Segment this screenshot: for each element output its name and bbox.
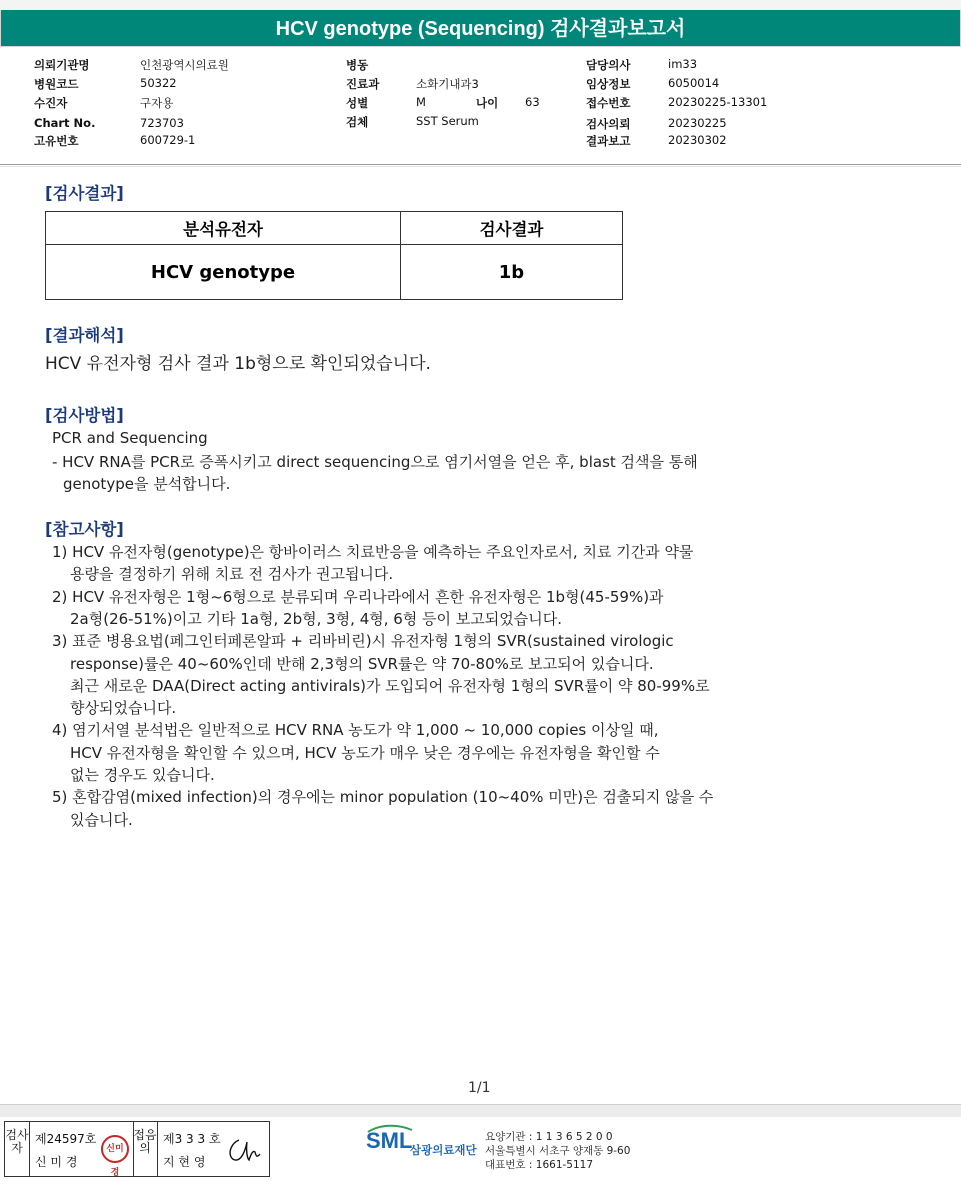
footer-divider: [0, 1104, 961, 1117]
org-phone: 대표번호 : 1661-5117: [485, 1159, 594, 1171]
approver-label: 접음의: [133, 1128, 157, 1155]
info-label-wrap: [346, 95, 368, 111]
method-heading: [검사방법]: [45, 406, 124, 425]
info-label-wrap: [586, 133, 630, 149]
info-label: 병동: [346, 58, 369, 72]
header-divider: [0, 164, 961, 165]
info-value: 구자용: [140, 96, 174, 110]
info-label: 고유번호: [34, 134, 79, 148]
info-value: M: [416, 95, 426, 109]
notes-heading: [참고사항]: [45, 520, 124, 539]
sml-logo-org: 삼광의료재단: [410, 1143, 477, 1157]
info-label: Chart No.: [34, 116, 96, 130]
result-heading: [검사결과]: [45, 184, 124, 203]
info-label: 검사의뢰: [586, 117, 631, 131]
info-label-wrap: [34, 57, 90, 73]
method-line: genotype을 분석합니다.: [63, 475, 231, 493]
info-label-wrap: [346, 57, 368, 73]
approver-cell: [157, 1122, 267, 1176]
signature-box: [4, 1121, 270, 1177]
info-label-wrap: [34, 76, 78, 92]
info-value: im33: [668, 57, 698, 71]
info-label: 결과보고: [586, 134, 631, 148]
inspector-license: 제24597호: [35, 1132, 97, 1146]
info-value: 20230225-13301: [668, 95, 768, 109]
info-value: 600729-1: [140, 133, 196, 147]
info-label: 검체: [346, 115, 369, 129]
col-header-result: 검사결과: [401, 212, 623, 245]
method-line: PCR and Sequencing: [52, 429, 208, 447]
info-label-wrap: [34, 133, 78, 149]
note-line: 없는 경우도 있습니다.: [70, 766, 215, 784]
inspector-label-cell: [5, 1122, 30, 1176]
info-label-wrap: [586, 76, 630, 92]
approver-license: 제3 3 3 호: [163, 1132, 221, 1146]
info-label: 접수번호: [586, 96, 631, 110]
seal-stamp-icon: 신미경: [101, 1135, 129, 1163]
logo-swoosh-icon: [366, 1124, 414, 1134]
note-line: 5) 혼합감염(mixed infection)의 경우에는 minor population (10~40% 미만)은 검출되지 않을 수: [52, 788, 714, 807]
info-label: 진료과: [346, 77, 380, 91]
info-label: 성별: [346, 96, 369, 110]
note-line: 3) 표준 병용요법(페그인터페론알파 + 리바비린)시 유전자형 1형의 SVR(sustained virologic: [52, 632, 674, 651]
col-header-gene: 분석유전자: [46, 212, 401, 245]
info-value: SST Serum: [416, 114, 479, 128]
info-label: 나이: [476, 96, 499, 110]
table-row: [46, 245, 623, 300]
info-value: 20230302: [668, 133, 727, 147]
signature-icon: [225, 1134, 263, 1166]
note-line: 2) HCV 유전자형은 1형~6형으로 분류되며 우리나라에서 흔한 유전자형은 1b형(45-59%)과: [52, 587, 664, 606]
org-address: 서울특별시 서초구 양재동 9-60: [485, 1145, 631, 1157]
info-label-wrap: [586, 57, 630, 73]
inspector-label: 검사자: [5, 1128, 29, 1155]
interpretation-text: HCV 유전자형 검사 결과 1b형으로 확인되었습니다.: [45, 354, 431, 374]
info-value: 인천광역시의료원: [140, 58, 229, 72]
info-label-wrap: [586, 95, 630, 111]
cell-gene: HCV genotype: [46, 245, 401, 300]
info-label-wrap: [34, 116, 95, 130]
interpretation-heading: [결과해석]: [45, 326, 124, 345]
info-value: 6050014: [668, 76, 720, 90]
header-divider-light: [0, 166, 961, 167]
info-value: 723703: [140, 116, 184, 130]
info-value: 20230225: [668, 116, 727, 130]
note-line: HCV 유전자형을 확인할 수 있으며, HCV 농도가 매우 낮은 경우에는 유전자형을 확인할 수: [70, 743, 660, 762]
info-value: 50322: [140, 76, 177, 90]
info-label: 수진자: [34, 96, 68, 110]
approver-name: 지 현 영: [163, 1155, 206, 1169]
inspector-name: 신 미 경: [35, 1155, 78, 1169]
result-table-header: [46, 212, 623, 245]
info-label-wrap: [346, 76, 379, 92]
note-line: 용량을 결정하기 위해 치료 전 검사가 권고됩니다.: [70, 565, 394, 584]
note-line: 4) 염기서열 분석법은 일반적으로 HCV RNA 농도가 약 1,000 ~ 10,000 copies 이상일 때,: [52, 721, 659, 740]
page-number: 1/1: [468, 1080, 491, 1096]
age-label: [476, 95, 498, 111]
info-label: 병원코드: [34, 77, 79, 91]
note-line: 최근 새로운 DAA(Direct acting antivirals)가 도입되어 유전자형 1형의 SVR률이 약 80-99%로: [70, 676, 710, 695]
cell-result: 1b: [401, 245, 623, 300]
method-line: - HCV RNA를 PCR로 증폭시키고 direct sequencing으로 염기서열을 얻은 후, blast 검색을 통해: [52, 453, 698, 471]
approver-label-cell: [133, 1122, 158, 1176]
note-line: response)률은 40~60%인데 반해 2,3형의 SVR률은 약 70-80%로 보고되어 있습니다.: [70, 654, 654, 673]
report-title: HCV genotype (Sequencing) 검사결과보고서: [0, 10, 961, 47]
info-value: 소화기내과3: [416, 77, 479, 91]
note-line: 2a형(26-51%)이고 기타 1a형, 2b형, 3형, 4형, 6형 등이 보고되었습니다.: [70, 609, 563, 628]
sml-logo: SML: [366, 1128, 413, 1153]
inspector-cell: [29, 1122, 134, 1176]
info-label-wrap: [346, 114, 368, 130]
org-code: 요양기관 : 1 1 3 6 5 2 0 0: [485, 1131, 613, 1143]
note-line: 1) HCV 유전자형(genotype)은 항바이러스 치료반응을 예측하는 주요인자로서, 치료 기간과 약물: [52, 543, 694, 561]
note-line: 향상되었습니다.: [70, 699, 177, 718]
info-label: 의뢰기관명: [34, 58, 90, 72]
info-label-wrap: [34, 95, 67, 111]
age-value: 63: [525, 95, 540, 109]
info-label: 임상정보: [586, 77, 631, 91]
info-label-wrap: [586, 116, 630, 132]
result-table: [45, 211, 623, 300]
note-line: 있습니다.: [70, 810, 133, 829]
info-label: 담당의사: [586, 58, 631, 72]
